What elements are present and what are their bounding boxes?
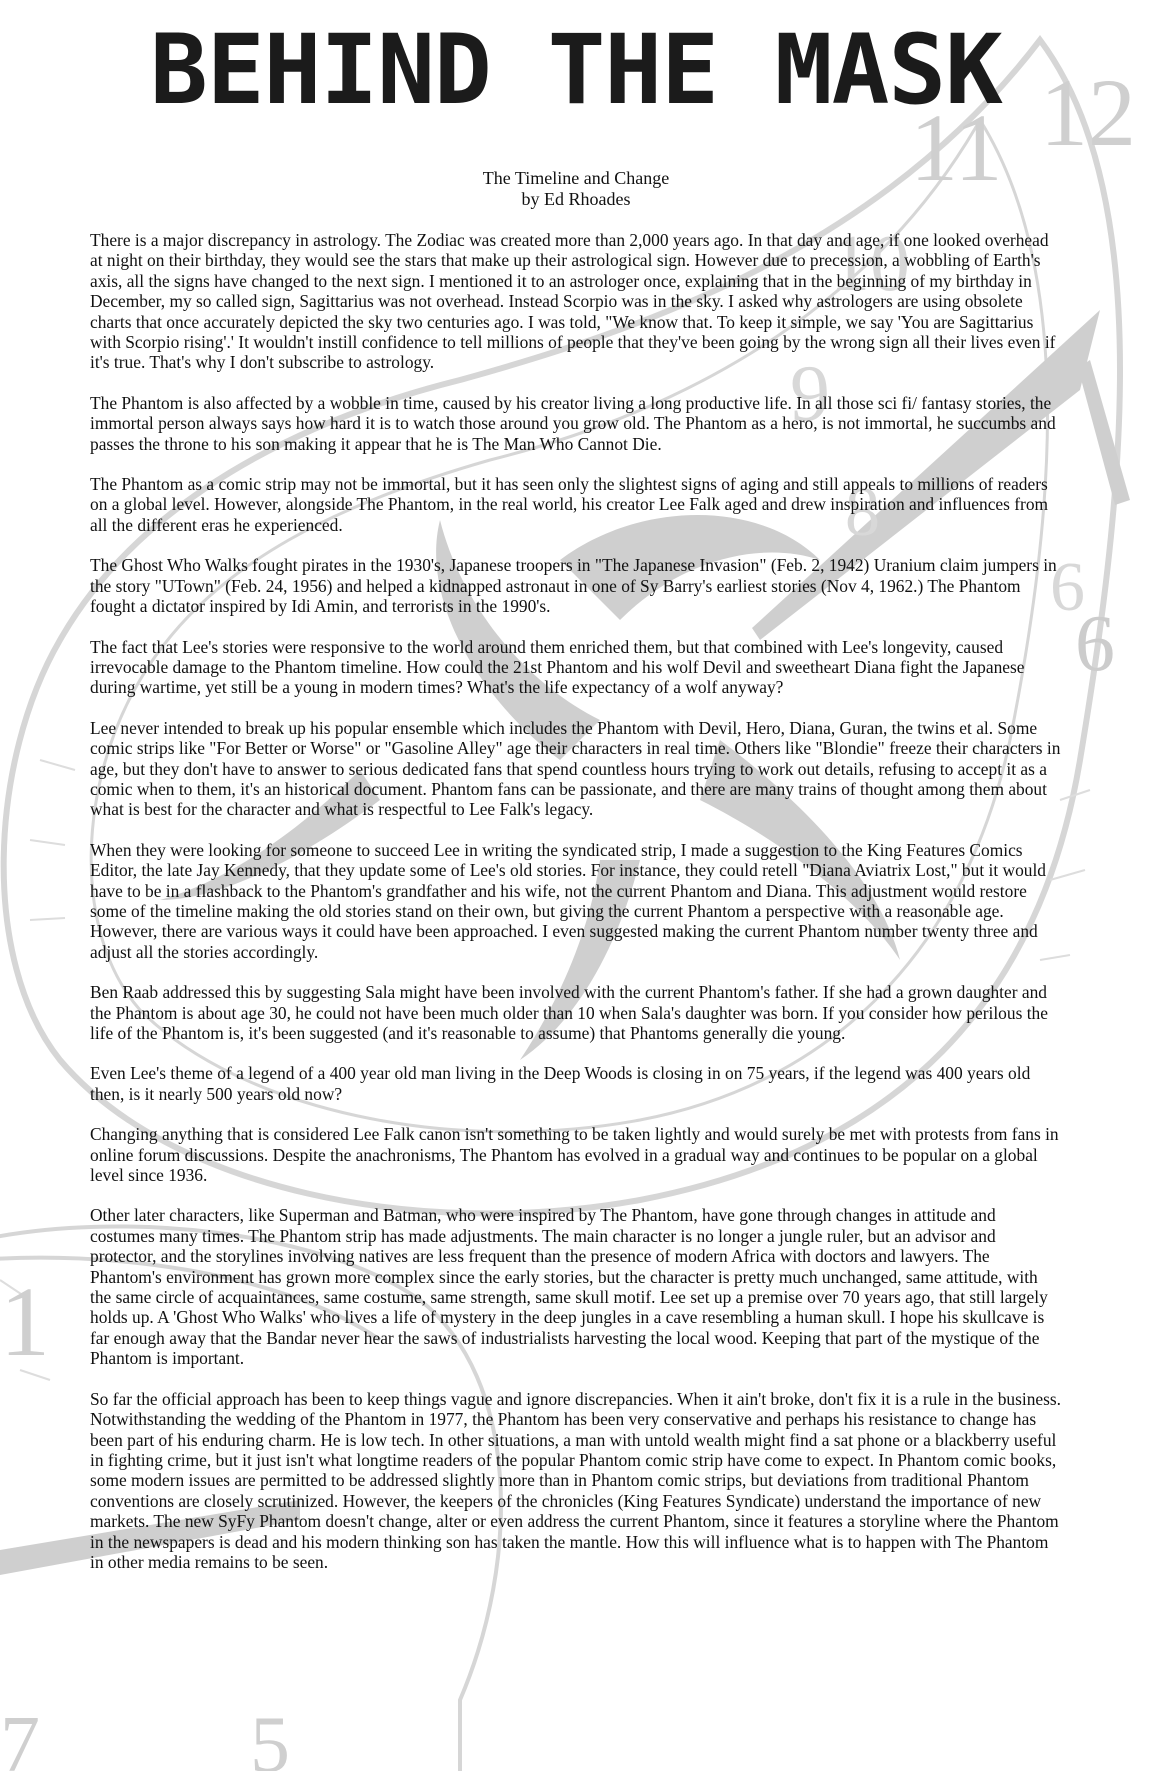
paragraph: So far the official approach has been to keep things vague and ignore discrepancies. When it ain't broke, don't fix it is a rule in the business. Notwithstanding the wedding of the Phantom in 1977, the Phantom has been very conservative and perhaps his resistance to change has been part of his enduring charm. He is low tech. In other situations, a man with untold wealth might find a sat phone or a blackberry useful in fighting crime, but it just isn't what longtime readers of the popular Phantom comic strip have come to expect. In Phantom comic books, some modern issues are permitted to be addressed slightly more than in Phantom comic strips, but deviations from traditional Phantom conventions are closely scrutinized. However, the keepers of the chronicles (King Features Syndicate) understand the importance of new markets. The new SyFy Phantom doesn't change, alter or even address the current Phantom, since it features a storyline where the Phantom in the newspapers is dead and his modern thinking son has taken the mantle. How this will influence what is to happen with The Phantom in other media remains to be seen. [90, 1388, 1062, 1572]
article-header [0, 168, 1152, 210]
clock-numeral: 6 [1075, 600, 1115, 688]
paragraph: The Phantom is also affected by a wobble in time, caused by his creator living a long productive life. In all those sci fi/ fantasy stories, the immortal person always says how hard it is to watch those around you grow old. The Phantom as a hero, is not immortal, he succumbs and passes the throne to his son making it appear that he is The Man Who Cannot Die. [90, 392, 1056, 454]
clock-numeral: 11 [910, 94, 1003, 201]
article-body [90, 230, 1062, 1592]
paragraph: There is a major discrepancy in astrology. The Zodiac was created more than 2,000 years ago. In that day and age, if one looked overhead at night on their birthday, they would see the stars that make up their astrological sign. However due to precession, a wobbling of Earth's axis, all the signs have changed to the next sign. I mentioned it to an astrologer once, explaining that in the beginning of my birthday in December, my so called sign, Sagittarius was not overhead. Instead Scorpio was in the sky. I asked why astrologers are using obsolete charts that once accurately depicted the sky two centuries ago. I was told, "We know that. To keep it simple, we say 'You are Sagittarius with Scorpio rising'.' It wouldn't instill confidence to tell millions of people that they've been going by the wrong sign all their lives even if it's true. That's why I don't subscribe to astrology. [90, 230, 1056, 373]
paragraph: When they were looking for someone to succeed Lee in writing the syndicated strip, I made a suggestion to the King Features Comics Editor, the late Jay Kennedy, that they update some of Lee's old stories. For instance, they could retell "Diana Aviatrix Lost," but it would have to be in a flashback to the Phantom's grandfather and his wife, not the current Phantom and Diana. This adjustment would restore some of the timeline making the old stories stand on their own, but giving the current Phantom a perspective with a reasonable age. However, there are various ways it could have been approached. I even suggested making the current Phantom number twenty three and adjust all the stories accordingly. [90, 839, 1046, 962]
paragraph: Lee never intended to break up his popular ensemble which includes the Phantom with Devil, Hero, Diana, Guran, the twins et al. Some comic strips like "For Better or Worse" or "Gasoline Alley" age their characters in real time. Others like "Blondie" freeze their characters in age, but they don't have to answer to serious dedicated fans that spend countless hours trying to work out details, refusing to accept it as a comic when to them, it's an historical document. Phantom fans can be passionate, and there are many trains of thought among them about what is best for the character and what is respectful to Lee Falk's legacy. [90, 717, 1061, 820]
paragraph: Ben Raab addressed this by suggesting Sala might have been involved with the current Phantom's father. If she had a grown daughter and the Phantom is about age 30, he could not have been much older than 10 when Sala's daughter was born. If you consider how perilous the life of the Phantom is, it's been suggested (and it's reasonable to assume) that Phantoms generally die young. [90, 982, 1048, 1043]
clock-numeral: 7 [0, 1701, 40, 1771]
clock-numeral: 6 [1050, 549, 1085, 626]
article-byline: by Ed Rhoades [521, 189, 631, 209]
paragraph: Changing anything that is considered Lee Falk canon isn't something to be taken lightly and would surely be met with protests from fans in online forum discussions. Despite the anachronisms, The Phantom has evolved in a gradual way and continues to be popular on a global level since 1936. [90, 1124, 1059, 1186]
clock-numeral: 5 [250, 1701, 290, 1771]
article-subtitle: The Timeline and Change [482, 168, 670, 188]
clock-numeral: 8 [845, 474, 880, 551]
clock-numeral: 9 [790, 350, 830, 438]
clock-numeral: 1 [0, 1266, 50, 1377]
clock-numeral: 12 [1040, 59, 1136, 166]
paragraph: The Phantom as a comic strip may not be immortal, but it has seen only the slightest signs of aging and still appeals to millions of readers on a global level. However, alongside The Phantom, in the real world, his creator Lee Falk aged and drew inspiration and influences from all the different eras he experienced. [90, 474, 1049, 535]
paragraph: The fact that Lee's stories were responsive to the world around them enriched them, but that combined with Lee's longevity, caused irrevocable damage to the Phantom timeline. How could the 21st Phantom and his wolf Devil and sweetheart Diana fight the Japanese during wartime, yet still be a young in modern times? What's the life expectancy of a wolf anyway? [90, 636, 1025, 698]
page-title: BEHIND THE MASK [150, 14, 1002, 126]
clock-numeral: 10 [830, 220, 910, 308]
paragraph: Other later characters, like Superman and Batman, who were inspired by The Phantom, have gone through changes in attitude and costumes many times. The Phantom strip has made adjustments. The main character is no longer a jungle ruler, but an advisor and protector, and the storylines involving natives are less frequent than the presence of modern Africa with doctors and lawyers. The Phantom's environment has grown more complex since the early stories, but the character is pretty much unchanged, same attitude, with the same circle of acquaintances, same costume, same strength, same skull motif. Lee set up a premise over 70 years ago, that still largely holds up. A 'Ghost Who Walks' who lives a life of mystery in the deep jungles in a cave resembling a human skull. I hope his skullcave is far enough away that the Bandar never hear the saws of industrialists harvesting the local wood. Keeping that part of the mystique of the Phantom is important. [90, 1205, 1048, 1369]
paragraph: The Ghost Who Walks fought pirates in the 1930's, Japanese troopers in "The Japanese Invasion" (Feb. 2, 1942) Uranium claim jumpers in the story "UTown" (Feb. 24, 1956) and helped a kidnapped astronaut in one of Sy Barry's earliest stories (Nov 4, 1962.) The Phantom fought a dictator inspired by Idi Amin, and terrorists in the 1990's. [90, 555, 1057, 617]
paragraph: Even Lee's theme of a legend of a 400 year old man living in the Deep Woods is closing in on 75 years, if the legend was 400 years old then, is it nearly 500 years old now? [90, 1063, 1031, 1104]
